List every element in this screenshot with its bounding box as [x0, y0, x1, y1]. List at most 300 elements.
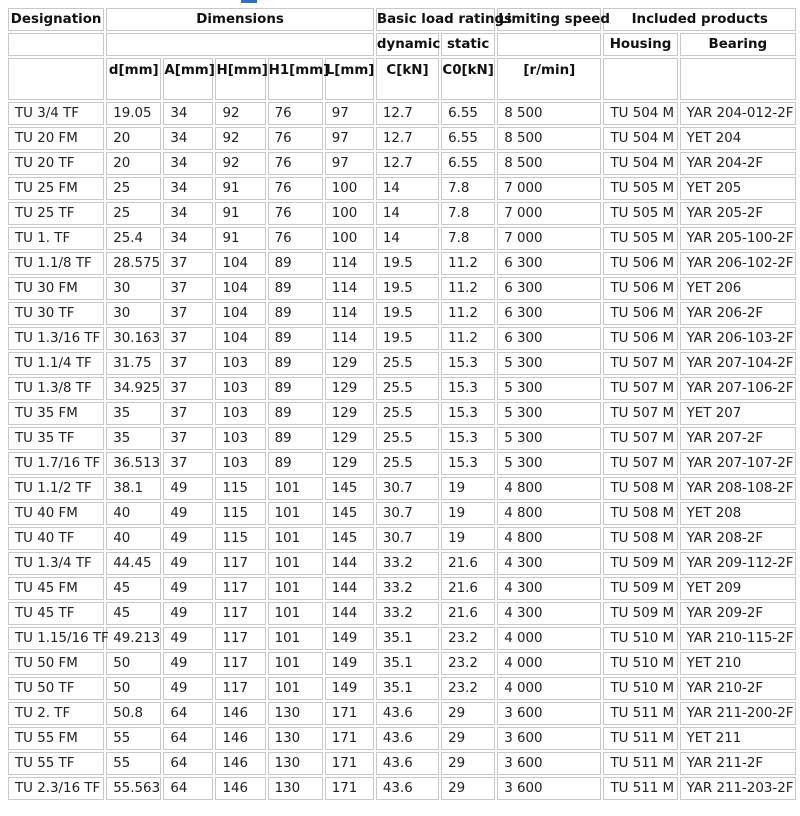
cell-housing: TU 504 M: [603, 152, 677, 175]
header-dynamic: dynamic: [376, 33, 439, 56]
cell-a: 37: [163, 252, 213, 275]
cell-h1: 89: [268, 252, 323, 275]
table-row: [8, 477, 796, 500]
cell-housing: TU 510 M: [603, 652, 677, 675]
cell-c0: 11.2: [441, 252, 495, 275]
cell-a: 49: [163, 577, 213, 600]
cell-a: 49: [163, 627, 213, 650]
cell-bearing: YET 206: [680, 277, 796, 300]
cell-designation: TU 25 TF: [8, 202, 104, 225]
table-row: [8, 527, 796, 550]
cell-c: 35.1: [376, 677, 439, 700]
cell-h1: 101: [268, 527, 323, 550]
cell-d: 30: [106, 277, 161, 300]
cell-bearing: YET 208: [680, 502, 796, 525]
table-row: [8, 102, 796, 125]
cell-bearing: YAR 206-103-2F: [680, 327, 796, 350]
cell-h: 103: [215, 452, 265, 475]
cell-d: 40: [106, 527, 161, 550]
cell-designation: TU 3/4 TF: [8, 102, 104, 125]
unit-c0: C0[kN]: [441, 58, 495, 100]
cell-designation: TU 1.3/8 TF: [8, 377, 104, 400]
cell-bearing: YAR 207-106-2F: [680, 377, 796, 400]
cell-d: 45: [106, 577, 161, 600]
table-row: [8, 202, 796, 225]
cell-c: 43.6: [376, 702, 439, 725]
cell-designation: TU 40 FM: [8, 502, 104, 525]
unit-l: L[mm]: [325, 58, 374, 100]
cell-h1: 76: [268, 102, 323, 125]
cell-c: 30.7: [376, 527, 439, 550]
cell-designation: TU 30 TF: [8, 302, 104, 325]
cell-d: 30: [106, 302, 161, 325]
cell-housing: TU 505 M: [603, 202, 677, 225]
cell-housing: TU 509 M: [603, 577, 677, 600]
cell-h: 117: [215, 602, 265, 625]
table-row: [8, 152, 796, 175]
cell-h: 103: [215, 352, 265, 375]
cell-l: 171: [325, 752, 374, 775]
cell-h: 104: [215, 327, 265, 350]
cell-h: 117: [215, 627, 265, 650]
cell-l: 129: [325, 452, 374, 475]
cell-a: 37: [163, 277, 213, 300]
cell-speed: 4 000: [497, 677, 601, 700]
cell-a: 49: [163, 677, 213, 700]
cell-a: 64: [163, 752, 213, 775]
cell-c: 12.7: [376, 127, 439, 150]
cell-speed: 4 800: [497, 477, 601, 500]
table-row: [8, 552, 796, 575]
cell-c0: 29: [441, 752, 495, 775]
cell-c0: 11.2: [441, 302, 495, 325]
cell-d: 35: [106, 427, 161, 450]
cell-h: 115: [215, 477, 265, 500]
cell-l: 129: [325, 402, 374, 425]
cell-designation: TU 1.1/2 TF: [8, 477, 104, 500]
cell-h1: 101: [268, 602, 323, 625]
cell-h: 91: [215, 227, 265, 250]
cell-h1: 130: [268, 752, 323, 775]
cell-d: 49.213: [106, 627, 161, 650]
cell-l: 97: [325, 127, 374, 150]
cell-h: 92: [215, 102, 265, 125]
cell-c: 12.7: [376, 102, 439, 125]
cell-bearing: YAR 206-102-2F: [680, 252, 796, 275]
cell-a: 34: [163, 102, 213, 125]
table-row: [8, 377, 796, 400]
cell-c0: 21.6: [441, 577, 495, 600]
header-empty: [8, 33, 104, 56]
cell-housing: TU 507 M: [603, 352, 677, 375]
cell-d: 35: [106, 402, 161, 425]
cell-speed: 4 000: [497, 652, 601, 675]
cell-d: 50: [106, 677, 161, 700]
cell-a: 34: [163, 202, 213, 225]
header-empty: [603, 58, 677, 100]
cell-bearing: YET 209: [680, 577, 796, 600]
cell-l: 114: [325, 327, 374, 350]
cell-c0: 15.3: [441, 452, 495, 475]
table-row: [8, 127, 796, 150]
cell-l: 97: [325, 152, 374, 175]
cell-speed: 4 800: [497, 502, 601, 525]
cell-c0: 15.3: [441, 402, 495, 425]
cell-bearing: YET 211: [680, 727, 796, 750]
cell-l: 171: [325, 727, 374, 750]
cell-h1: 101: [268, 577, 323, 600]
table-row: [8, 277, 796, 300]
cell-bearing: YAR 211-200-2F: [680, 702, 796, 725]
table-row: [8, 627, 796, 650]
unit-d: d[mm]: [106, 58, 161, 100]
cell-a: 37: [163, 302, 213, 325]
cell-c0: 21.6: [441, 602, 495, 625]
cell-l: 97: [325, 102, 374, 125]
cell-bearing: YAR 210-115-2F: [680, 627, 796, 650]
cell-h1: 89: [268, 377, 323, 400]
cell-a: 37: [163, 352, 213, 375]
cell-c0: 11.2: [441, 277, 495, 300]
cell-a: 64: [163, 702, 213, 725]
cell-h: 117: [215, 552, 265, 575]
cell-c: 35.1: [376, 652, 439, 675]
cell-h: 104: [215, 277, 265, 300]
cell-l: 100: [325, 177, 374, 200]
cell-speed: 4 300: [497, 577, 601, 600]
cell-h: 117: [215, 652, 265, 675]
cell-bearing: YET 205: [680, 177, 796, 200]
cell-designation: TU 55 TF: [8, 752, 104, 775]
cell-speed: 3 600: [497, 752, 601, 775]
table-row: [8, 602, 796, 625]
cell-d: 30.163: [106, 327, 161, 350]
cell-housing: TU 507 M: [603, 402, 677, 425]
cell-h1: 130: [268, 777, 323, 800]
cell-c0: 11.2: [441, 327, 495, 350]
cell-speed: 3 600: [497, 727, 601, 750]
cell-a: 49: [163, 477, 213, 500]
cell-d: 55: [106, 727, 161, 750]
cell-housing: TU 506 M: [603, 302, 677, 325]
cell-c0: 23.2: [441, 652, 495, 675]
cell-h1: 89: [268, 402, 323, 425]
table-row: [8, 752, 796, 775]
cell-bearing: YAR 205-2F: [680, 202, 796, 225]
cell-housing: TU 507 M: [603, 427, 677, 450]
cell-designation: TU 20 TF: [8, 152, 104, 175]
header-dimensions: Dimensions: [106, 8, 374, 31]
cell-h: 104: [215, 302, 265, 325]
cell-speed: 5 300: [497, 427, 601, 450]
cell-c0: 7.8: [441, 227, 495, 250]
cell-housing: TU 511 M: [603, 702, 677, 725]
unit-h1: H1[mm]: [268, 58, 323, 100]
cell-a: 64: [163, 777, 213, 800]
cell-designation: TU 1.7/16 TF: [8, 452, 104, 475]
cell-c: 14: [376, 177, 439, 200]
cell-l: 149: [325, 677, 374, 700]
cell-l: 144: [325, 602, 374, 625]
table-row: [8, 702, 796, 725]
cell-a: 49: [163, 502, 213, 525]
cell-speed: 6 300: [497, 252, 601, 275]
cell-housing: TU 506 M: [603, 277, 677, 300]
cell-h: 146: [215, 702, 265, 725]
cell-d: 25: [106, 177, 161, 200]
cell-designation: TU 1.1/8 TF: [8, 252, 104, 275]
table-row: [8, 452, 796, 475]
cell-h1: 76: [268, 227, 323, 250]
cell-c: 30.7: [376, 477, 439, 500]
cell-designation: TU 1.3/16 TF: [8, 327, 104, 350]
cell-l: 100: [325, 202, 374, 225]
cell-c: 25.5: [376, 452, 439, 475]
cell-c0: 23.2: [441, 677, 495, 700]
cell-c0: 6.55: [441, 152, 495, 175]
cell-c0: 15.3: [441, 427, 495, 450]
cell-h1: 76: [268, 202, 323, 225]
cell-housing: TU 511 M: [603, 777, 677, 800]
cell-l: 171: [325, 702, 374, 725]
cell-l: 145: [325, 477, 374, 500]
cell-h1: 89: [268, 302, 323, 325]
cell-d: 20: [106, 127, 161, 150]
cell-speed: 3 600: [497, 702, 601, 725]
cell-a: 37: [163, 327, 213, 350]
cell-d: 45: [106, 602, 161, 625]
cell-speed: 5 300: [497, 377, 601, 400]
cell-d: 38.1: [106, 477, 161, 500]
table-body: [8, 102, 796, 800]
cell-a: 37: [163, 377, 213, 400]
table-row: [8, 227, 796, 250]
cell-d: 25.4: [106, 227, 161, 250]
cell-l: 114: [325, 252, 374, 275]
cell-h1: 89: [268, 452, 323, 475]
cell-c: 33.2: [376, 602, 439, 625]
header-static: static: [441, 33, 495, 56]
header-empty: [106, 33, 374, 56]
cell-d: 28.575: [106, 252, 161, 275]
table-row: [8, 327, 796, 350]
cell-speed: 7 000: [497, 202, 601, 225]
cell-designation: TU 1.15/16 TF: [8, 627, 104, 650]
cell-h: 115: [215, 527, 265, 550]
cell-bearing: YAR 211-203-2F: [680, 777, 796, 800]
cell-h: 117: [215, 577, 265, 600]
cell-h: 115: [215, 502, 265, 525]
cell-a: 37: [163, 427, 213, 450]
cell-speed: 7 000: [497, 227, 601, 250]
cell-h1: 101: [268, 552, 323, 575]
cell-speed: 6 300: [497, 327, 601, 350]
cell-c: 35.1: [376, 627, 439, 650]
cell-l: 145: [325, 527, 374, 550]
cell-speed: 4 300: [497, 552, 601, 575]
cell-designation: TU 25 FM: [8, 177, 104, 200]
cell-h: 104: [215, 252, 265, 275]
cell-speed: 8 500: [497, 102, 601, 125]
cell-housing: TU 504 M: [603, 127, 677, 150]
cell-c0: 15.3: [441, 377, 495, 400]
cell-speed: 5 300: [497, 402, 601, 425]
cell-l: 149: [325, 627, 374, 650]
cell-h1: 89: [268, 277, 323, 300]
cell-bearing: YAR 209-112-2F: [680, 552, 796, 575]
cell-designation: TU 2.3/16 TF: [8, 777, 104, 800]
cell-bearing: YAR 208-108-2F: [680, 477, 796, 500]
cell-d: 20: [106, 152, 161, 175]
cell-a: 49: [163, 552, 213, 575]
cell-speed: 4 800: [497, 527, 601, 550]
cell-a: 37: [163, 402, 213, 425]
cell-a: 49: [163, 602, 213, 625]
cell-housing: TU 505 M: [603, 227, 677, 250]
cell-speed: 6 300: [497, 277, 601, 300]
cell-designation: TU 45 FM: [8, 577, 104, 600]
cell-c0: 29: [441, 727, 495, 750]
header-included-products: Included products: [603, 8, 796, 31]
bearing-units-table: [6, 6, 798, 802]
cell-l: 145: [325, 502, 374, 525]
header-empty: [8, 58, 104, 100]
cell-designation: TU 1.1/4 TF: [8, 352, 104, 375]
cell-c0: 6.55: [441, 127, 495, 150]
cell-designation: TU 45 TF: [8, 602, 104, 625]
cell-h1: 76: [268, 177, 323, 200]
accent-mark: [241, 0, 257, 3]
cell-h: 91: [215, 202, 265, 225]
cell-c0: 19: [441, 477, 495, 500]
cell-designation: TU 50 FM: [8, 652, 104, 675]
cell-housing: TU 506 M: [603, 252, 677, 275]
cell-l: 100: [325, 227, 374, 250]
table-row: [8, 677, 796, 700]
cell-speed: 8 500: [497, 152, 601, 175]
cell-a: 49: [163, 652, 213, 675]
cell-h: 91: [215, 177, 265, 200]
cell-c: 19.5: [376, 327, 439, 350]
table-row: [8, 352, 796, 375]
cell-housing: TU 504 M: [603, 102, 677, 125]
cell-d: 40: [106, 502, 161, 525]
cell-h1: 101: [268, 627, 323, 650]
cell-designation: TU 55 FM: [8, 727, 104, 750]
cell-bearing: YAR 207-2F: [680, 427, 796, 450]
cell-h: 92: [215, 127, 265, 150]
cell-a: 64: [163, 727, 213, 750]
cell-h1: 101: [268, 477, 323, 500]
cell-speed: 3 600: [497, 777, 601, 800]
cell-speed: 5 300: [497, 452, 601, 475]
cell-h1: 89: [268, 427, 323, 450]
cell-h: 146: [215, 752, 265, 775]
cell-a: 34: [163, 227, 213, 250]
cell-h: 103: [215, 427, 265, 450]
cell-d: 50.8: [106, 702, 161, 725]
unit-c: C[kN]: [376, 58, 439, 100]
cell-c: 25.5: [376, 377, 439, 400]
cell-speed: 8 500: [497, 127, 601, 150]
cell-designation: TU 1. TF: [8, 227, 104, 250]
cell-housing: TU 509 M: [603, 552, 677, 575]
cell-designation: TU 30 FM: [8, 277, 104, 300]
cell-bearing: YAR 207-107-2F: [680, 452, 796, 475]
unit-a: A[mm]: [163, 58, 213, 100]
cell-l: 129: [325, 377, 374, 400]
cell-d: 19.05: [106, 102, 161, 125]
cell-l: 114: [325, 277, 374, 300]
cell-h1: 89: [268, 352, 323, 375]
cell-designation: TU 1.3/4 TF: [8, 552, 104, 575]
cell-a: 37: [163, 452, 213, 475]
cell-h1: 101: [268, 652, 323, 675]
cell-h1: 130: [268, 702, 323, 725]
header-designation: Designation: [8, 8, 104, 31]
cell-housing: TU 509 M: [603, 602, 677, 625]
cell-c0: 19: [441, 527, 495, 550]
cell-speed: 6 300: [497, 302, 601, 325]
cell-bearing: YAR 209-2F: [680, 602, 796, 625]
cell-c: 25.5: [376, 402, 439, 425]
cell-d: 44.45: [106, 552, 161, 575]
cell-l: 129: [325, 352, 374, 375]
cell-c: 43.6: [376, 727, 439, 750]
header-empty: [680, 58, 796, 100]
cell-designation: TU 20 FM: [8, 127, 104, 150]
table-row: [8, 302, 796, 325]
cell-c0: 23.2: [441, 627, 495, 650]
cell-h: 92: [215, 152, 265, 175]
cell-c0: 29: [441, 777, 495, 800]
cell-h1: 101: [268, 502, 323, 525]
table-row: [8, 577, 796, 600]
cell-l: 149: [325, 652, 374, 675]
cell-c: 12.7: [376, 152, 439, 175]
cell-designation: TU 35 FM: [8, 402, 104, 425]
cell-c: 19.5: [376, 252, 439, 275]
cell-bearing: YAR 211-2F: [680, 752, 796, 775]
table-row: [8, 727, 796, 750]
cell-bearing: YAR 207-104-2F: [680, 352, 796, 375]
cell-housing: TU 506 M: [603, 327, 677, 350]
cell-c: 43.6: [376, 777, 439, 800]
cell-bearing: YAR 205-100-2F: [680, 227, 796, 250]
cell-a: 49: [163, 527, 213, 550]
header-bearing: Bearing: [680, 33, 796, 56]
header-empty: [497, 33, 601, 56]
cell-speed: 4 000: [497, 627, 601, 650]
table-row: [8, 777, 796, 800]
cell-housing: TU 510 M: [603, 627, 677, 650]
header-limiting-speed: Limiting speed: [497, 8, 601, 31]
cell-speed: 5 300: [497, 352, 601, 375]
cell-bearing: YET 210: [680, 652, 796, 675]
cell-d: 55: [106, 752, 161, 775]
cell-speed: 4 300: [497, 602, 601, 625]
cell-housing: TU 508 M: [603, 502, 677, 525]
cell-a: 34: [163, 177, 213, 200]
cell-housing: TU 511 M: [603, 752, 677, 775]
cell-housing: TU 507 M: [603, 452, 677, 475]
cell-designation: TU 2. TF: [8, 702, 104, 725]
cell-designation: TU 50 TF: [8, 677, 104, 700]
cell-c: 25.5: [376, 352, 439, 375]
cell-c0: 21.6: [441, 552, 495, 575]
cell-housing: TU 508 M: [603, 477, 677, 500]
cell-h1: 89: [268, 327, 323, 350]
